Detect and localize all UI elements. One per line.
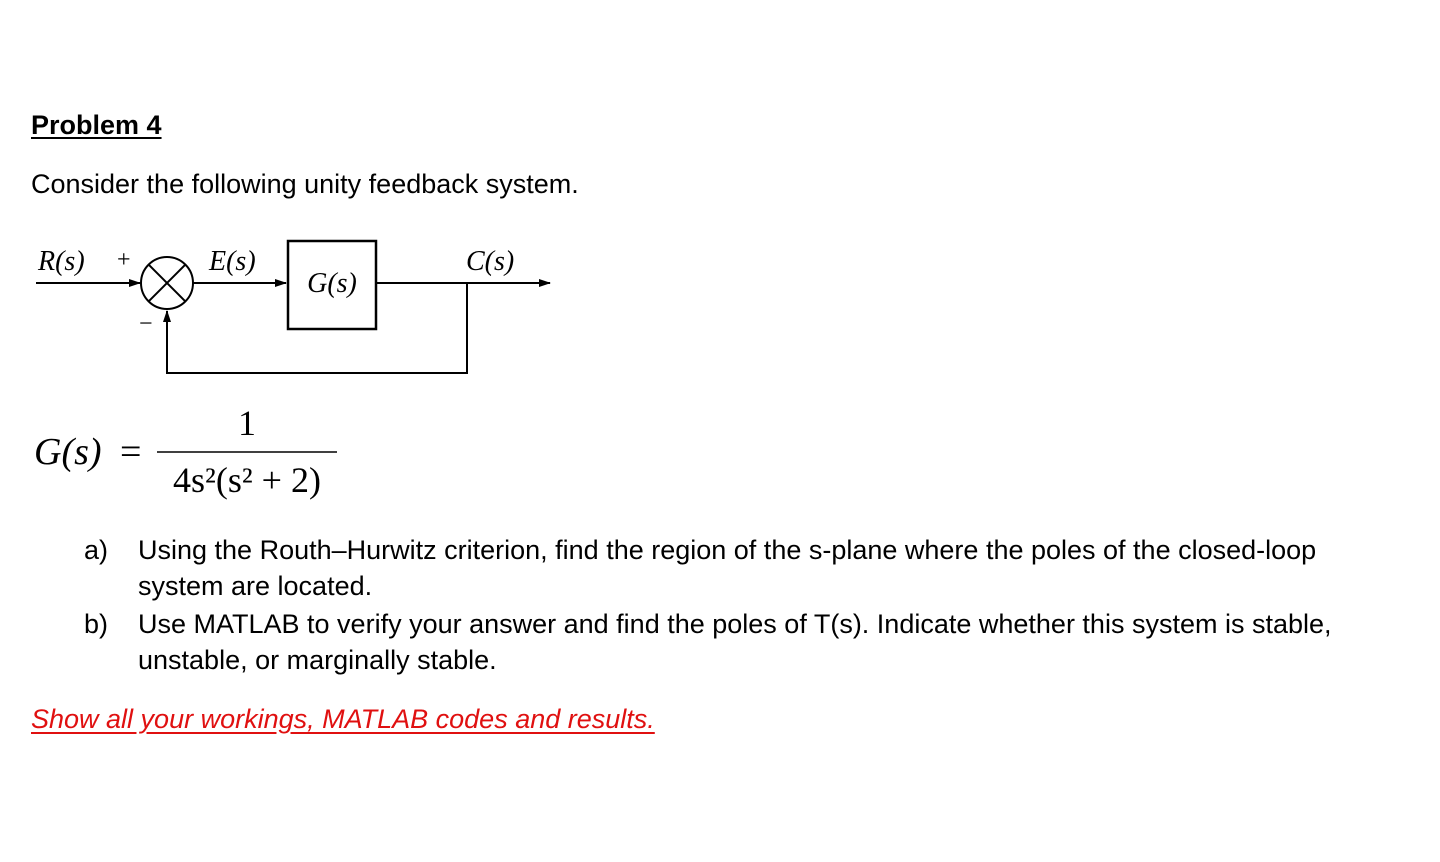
error-label: E(s) [209,246,256,277]
plus-sign: + [117,247,131,273]
part-label: b) [84,609,109,639]
formula-equals: = [120,431,142,473]
input-label: R(s) [38,246,85,277]
part-text: Use MATLAB to verify your answer and find the poles of T(s). Indicate whether this system is stable, unstable, or marginally stable. [138,609,1332,675]
part-b [84,606,1404,678]
part-a [84,532,1404,604]
part-text: Using the Routh–Hurwitz criterion, find the region of the s-plane where the poles of the closed-loop system are located. [138,535,1317,601]
instruction-note: Show all your workings, MATLAB codes and results. [31,704,655,734]
intro-text: Consider the following unity feedback system. [31,169,579,199]
part-label: a) [84,535,109,565]
block-label: G(s) [307,268,357,299]
question-parts [84,532,1404,680]
output-label: C(s) [466,246,515,277]
formula-lhs: G(s) [34,431,102,473]
minus-sign: − [139,311,153,337]
problem-heading: Problem 4 [31,110,162,140]
transfer-function [30,395,370,505]
formula-denominator: 4s²(s² + 2) [173,460,321,500]
formula-numerator: 1 [238,403,256,443]
block-diagram [0,230,600,390]
summing-junction [141,257,193,309]
